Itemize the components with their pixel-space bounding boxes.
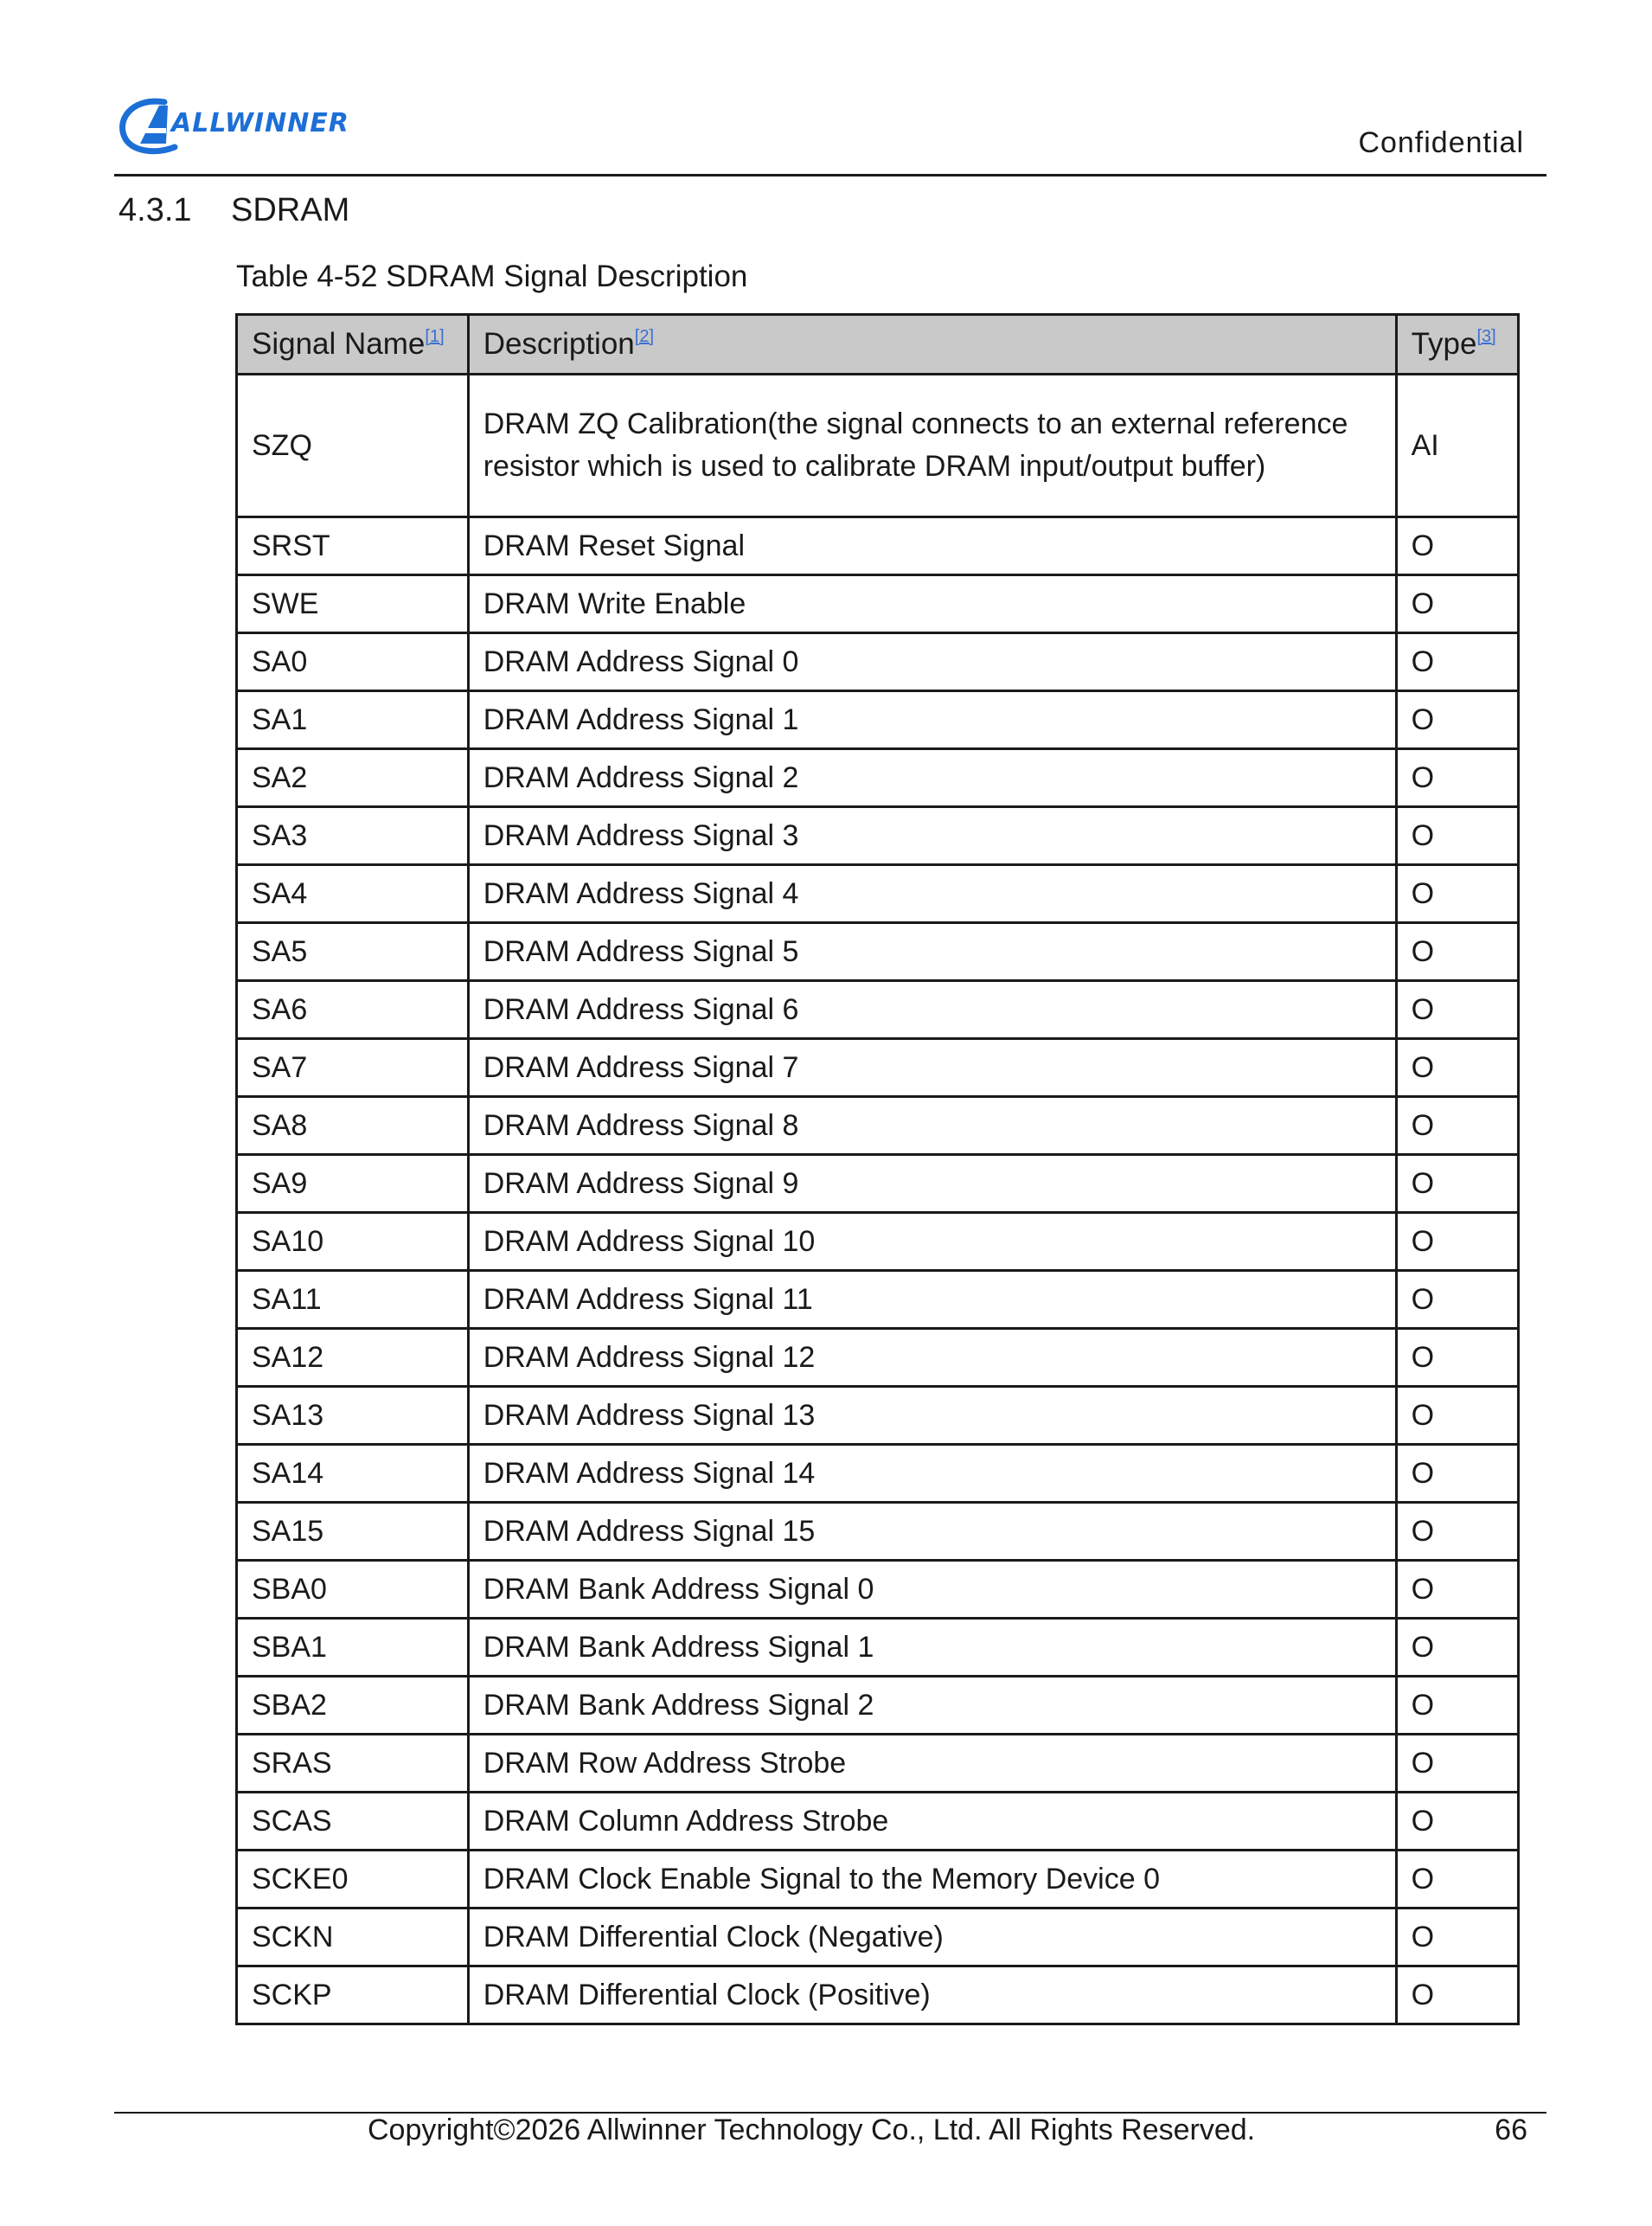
- type-cell: O: [1396, 1619, 1518, 1677]
- description-cell: DRAM Address Signal 2: [468, 749, 1396, 807]
- type-cell: O: [1396, 1908, 1518, 1966]
- description-cell: DRAM Address Signal 3: [468, 807, 1396, 865]
- signal-name-cell: SA9: [237, 1155, 469, 1213]
- description-cell: DRAM Address Signal 4: [468, 865, 1396, 923]
- table-row: [237, 691, 1519, 749]
- signal-name-cell: SBA0: [237, 1561, 469, 1619]
- type-cell: O: [1396, 1097, 1518, 1155]
- type-cell: O: [1396, 1793, 1518, 1851]
- description-cell: DRAM Address Signal 11: [468, 1271, 1396, 1329]
- description-cell: DRAM Bank Address Signal 2: [468, 1677, 1396, 1735]
- type-cell: O: [1396, 517, 1518, 575]
- type-cell: O: [1396, 807, 1518, 865]
- description-cell: DRAM Column Address Strobe: [468, 1793, 1396, 1851]
- section-number: 4.3.1: [118, 192, 192, 228]
- table-row: [237, 1619, 1519, 1677]
- table-row: [237, 633, 1519, 691]
- type-cell: O: [1396, 1329, 1518, 1387]
- signal-name-cell: SA15: [237, 1503, 469, 1561]
- footnote-link[interactable]: [3]: [1476, 327, 1496, 346]
- table-row: [237, 1908, 1519, 1966]
- section-title: SDRAM: [231, 192, 350, 228]
- type-cell: O: [1396, 865, 1518, 923]
- allwinner-logo: [114, 87, 349, 164]
- description-cell: DRAM Address Signal 1: [468, 691, 1396, 749]
- description-cell: DRAM Address Signal 0: [468, 633, 1396, 691]
- table-row: [237, 807, 1519, 865]
- table-row: [237, 749, 1519, 807]
- signal-name-cell: SA4: [237, 865, 469, 923]
- table-row: [237, 1503, 1519, 1561]
- table-row: [237, 1561, 1519, 1619]
- table-row: [237, 981, 1519, 1039]
- table-caption: Table 4-52 SDRAM Signal Description: [236, 260, 748, 293]
- description-cell: DRAM Address Signal 8: [468, 1097, 1396, 1155]
- signal-name-cell: SA1: [237, 691, 469, 749]
- type-cell: O: [1396, 1561, 1518, 1619]
- signal-name-cell: SCAS: [237, 1793, 469, 1851]
- header-divider: [114, 174, 1546, 176]
- signal-name-cell: SA2: [237, 749, 469, 807]
- table-row: [237, 1039, 1519, 1097]
- confidential-label: Confidential: [1358, 126, 1524, 159]
- table-row: [237, 575, 1519, 633]
- type-cell: O: [1396, 691, 1518, 749]
- description-cell: DRAM Address Signal 10: [468, 1213, 1396, 1271]
- section-heading: [118, 192, 349, 229]
- type-cell: O: [1396, 981, 1518, 1039]
- description-cell: DRAM Clock Enable Signal to the Memory Device 0: [468, 1851, 1396, 1908]
- table-row: [237, 1793, 1519, 1851]
- signal-name-cell: SA11: [237, 1271, 469, 1329]
- signal-name-cell: SA12: [237, 1329, 469, 1387]
- description-cell: DRAM Address Signal 6: [468, 981, 1396, 1039]
- type-cell: O: [1396, 1851, 1518, 1908]
- footnote-link[interactable]: [1]: [425, 327, 445, 346]
- table-row: [237, 1271, 1519, 1329]
- signal-name-cell: SZQ: [237, 375, 469, 517]
- logo-swoosh-icon: [114, 87, 349, 164]
- description-cell: DRAM Row Address Strobe: [468, 1735, 1396, 1793]
- header-label: Description: [483, 327, 635, 361]
- signal-name-cell: SA13: [237, 1387, 469, 1445]
- description-cell: DRAM Address Signal 12: [468, 1329, 1396, 1387]
- description-cell: DRAM Reset Signal: [468, 517, 1396, 575]
- header-description: [468, 315, 1396, 375]
- description-cell: DRAM Address Signal 7: [468, 1039, 1396, 1097]
- header-type: [1396, 315, 1518, 375]
- type-cell: O: [1396, 1677, 1518, 1735]
- table-row: [237, 1097, 1519, 1155]
- description-cell: DRAM Write Enable: [468, 575, 1396, 633]
- type-cell: O: [1396, 1039, 1518, 1097]
- signal-name-cell: SWE: [237, 575, 469, 633]
- type-cell: O: [1396, 1966, 1518, 2024]
- table-header-row: [237, 315, 1519, 375]
- page-number: 66: [1495, 2114, 1527, 2146]
- sdram-signal-table: [235, 313, 1520, 2025]
- signal-name-cell: SA8: [237, 1097, 469, 1155]
- signal-name-cell: SRAS: [237, 1735, 469, 1793]
- table-row: [237, 1966, 1519, 2024]
- description-cell: DRAM Differential Clock (Positive): [468, 1966, 1396, 2024]
- table-row: [237, 1155, 1519, 1213]
- description-cell: DRAM Address Signal 15: [468, 1503, 1396, 1561]
- signal-name-cell: SBA1: [237, 1619, 469, 1677]
- type-cell: O: [1396, 575, 1518, 633]
- header-signal-name: [237, 315, 469, 375]
- signal-name-cell: SA7: [237, 1039, 469, 1097]
- signal-name-cell: SRST: [237, 517, 469, 575]
- copyright-text: Copyright©2026 Allwinner Technology Co., Ltd. All Rights Reserved.: [368, 2114, 1256, 2146]
- type-cell: O: [1396, 1271, 1518, 1329]
- table-row: [237, 1445, 1519, 1503]
- table-row: [237, 923, 1519, 981]
- table-row: [237, 1213, 1519, 1271]
- table-row: [237, 1677, 1519, 1735]
- type-cell: AI: [1396, 375, 1518, 517]
- footnote-link[interactable]: [2]: [634, 327, 655, 346]
- description-cell: DRAM Bank Address Signal 0: [468, 1561, 1396, 1619]
- table-row: [237, 865, 1519, 923]
- signal-name-cell: SCKP: [237, 1966, 469, 2024]
- type-cell: O: [1396, 633, 1518, 691]
- header-label: Signal Name: [252, 327, 426, 361]
- description-cell: DRAM Address Signal 14: [468, 1445, 1396, 1503]
- header-label: Type: [1411, 327, 1477, 361]
- signal-name-cell: SCKE0: [237, 1851, 469, 1908]
- table-row: [237, 517, 1519, 575]
- table-row: [237, 1735, 1519, 1793]
- type-cell: O: [1396, 1735, 1518, 1793]
- logo-wordmark: ALLWINNER: [171, 108, 349, 138]
- signal-name-cell: SA5: [237, 923, 469, 981]
- table-row: [237, 1329, 1519, 1387]
- description-cell: DRAM ZQ Calibration(the signal connects to an external reference resistor which is used to calibrate DRAM input/output buffer): [468, 375, 1396, 517]
- type-cell: O: [1396, 1213, 1518, 1271]
- type-cell: O: [1396, 1445, 1518, 1503]
- signal-name-cell: SA14: [237, 1445, 469, 1503]
- type-cell: O: [1396, 923, 1518, 981]
- type-cell: O: [1396, 1387, 1518, 1445]
- signal-name-cell: SBA2: [237, 1677, 469, 1735]
- table-row: [237, 1387, 1519, 1445]
- signal-name-cell: SA10: [237, 1213, 469, 1271]
- type-cell: O: [1396, 749, 1518, 807]
- description-cell: DRAM Address Signal 13: [468, 1387, 1396, 1445]
- signal-name-cell: SA6: [237, 981, 469, 1039]
- description-cell: DRAM Address Signal 9: [468, 1155, 1396, 1213]
- type-cell: O: [1396, 1155, 1518, 1213]
- description-cell: DRAM Bank Address Signal 1: [468, 1619, 1396, 1677]
- signal-name-cell: SA0: [237, 633, 469, 691]
- description-cell: DRAM Address Signal 5: [468, 923, 1396, 981]
- signal-name-cell: SCKN: [237, 1908, 469, 1966]
- table-row: [237, 1851, 1519, 1908]
- signal-name-cell: SA3: [237, 807, 469, 865]
- description-cell: DRAM Differential Clock (Negative): [468, 1908, 1396, 1966]
- table-row: [237, 375, 1519, 517]
- type-cell: O: [1396, 1503, 1518, 1561]
